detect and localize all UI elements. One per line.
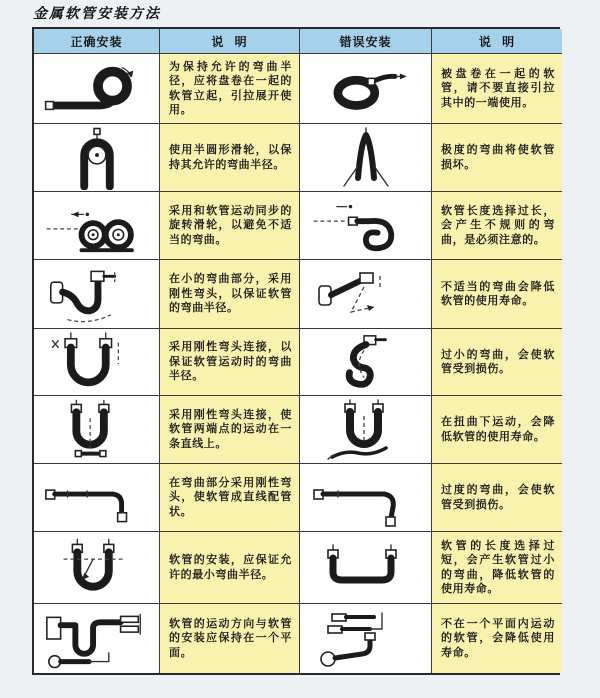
correct-image-cell bbox=[34, 464, 160, 532]
wrong-description: 过小的弯曲，会使软管受到损伤。 bbox=[432, 329, 562, 396]
correct-image-cell bbox=[34, 604, 160, 673]
coiled-hose-end-pulled-icon bbox=[304, 58, 428, 120]
hose-on-synchronized-rotating-pulleys-icon bbox=[38, 195, 156, 257]
wrong-description: 被盘卷在一起的软管，请不要直接引拉其中的一端使用。 bbox=[432, 54, 562, 124]
correct-description: 采用和软管运动同步的旋转滑轮，以避免不适当的弯曲。 bbox=[160, 192, 300, 260]
correct-description: 在小的弯曲部分，采用刚性弯头，以保证软管的弯曲半径。 bbox=[160, 260, 300, 329]
table-header-row bbox=[34, 29, 558, 54]
table-row bbox=[34, 329, 558, 396]
correct-image-cell bbox=[34, 260, 160, 329]
improper-sharp-bend-icon bbox=[304, 262, 428, 326]
hose-extreme-hairpin-bend-icon bbox=[304, 126, 428, 190]
header-wrong-install: 错误安装 bbox=[300, 29, 432, 54]
straight-hose-with-rigid-elbow-icon bbox=[38, 466, 156, 530]
correct-description: 采用刚性弯头连接，以保证软管运动时的弯曲半径。 bbox=[160, 329, 300, 396]
hose-too-long-irregular-loop-icon bbox=[304, 195, 428, 257]
header-correct-install: 正确安装 bbox=[34, 29, 160, 54]
table-row bbox=[34, 396, 558, 464]
u-hose-twisted-movement-icon bbox=[304, 398, 428, 462]
page-title: 金属软管安装方法 bbox=[33, 6, 161, 22]
wrong-description: 软管长度选择过长，会产生不规则的弯曲，是必须注意的。 bbox=[432, 192, 562, 260]
wrong-description: 过度的弯曲，会使软管受到损伤。 bbox=[432, 464, 562, 532]
table-row bbox=[34, 124, 558, 192]
correct-description: 使用半圆形滑轮，以保持其允许的弯曲半径。 bbox=[160, 124, 300, 192]
correct-description: 在弯曲部分采用刚性弯头，使软管成直线配管状。 bbox=[160, 464, 300, 532]
hose-too-short-sharp-bend-icon bbox=[304, 535, 428, 601]
wrong-image-cell bbox=[300, 192, 432, 260]
table-row bbox=[34, 604, 558, 673]
wrong-image-cell bbox=[300, 464, 432, 532]
hose-movement-in-one-plane-icon bbox=[38, 607, 156, 671]
wrong-image-cell bbox=[300, 260, 432, 329]
wrong-image-cell bbox=[300, 329, 432, 396]
wrong-image-cell bbox=[300, 124, 432, 192]
table-row bbox=[34, 260, 558, 329]
table-row bbox=[34, 54, 558, 124]
hose-bend-too-small-icon bbox=[304, 331, 428, 393]
wrong-image-cell bbox=[300, 396, 432, 464]
header-description-1: 说 明 bbox=[160, 29, 300, 54]
wrong-description: 不适当的弯曲会降低软管的使用寿命。 bbox=[432, 260, 562, 329]
correct-image-cell bbox=[34, 396, 160, 464]
correct-description: 软管的安装，应保证允许的最小弯曲半径。 bbox=[160, 532, 300, 604]
wrong-description: 极度的弯曲将使软管损坏。 bbox=[432, 124, 562, 192]
wrong-description: 在扭曲下运动，会降低软管的使用寿命。 bbox=[432, 396, 562, 464]
correct-image-cell bbox=[34, 192, 160, 260]
correct-description: 为保持允许的弯曲半径，应将盘卷在一起的软管立起，引拉展开使用。 bbox=[160, 54, 300, 124]
rigid-elbow-at-small-bend-icon bbox=[38, 262, 156, 326]
coiled-hose-upright-unrolling-icon bbox=[38, 58, 156, 120]
wrong-description: 不在一个平面内运动的软管，会降低使用寿命。 bbox=[432, 604, 562, 673]
correct-image-cell bbox=[34, 532, 160, 604]
header-description-2: 说 明 bbox=[432, 29, 562, 54]
correct-description: 采用刚性弯头连接，使软管两端点的运动在一条直线上。 bbox=[160, 396, 300, 464]
u-hose-minimum-bend-radius-icon bbox=[38, 535, 156, 601]
table-row bbox=[34, 532, 558, 604]
correct-description: 软管的运动方向与软管的安装应保持在一个平面。 bbox=[160, 604, 300, 673]
hose-over-semicircular-pulley-icon bbox=[38, 126, 156, 190]
straight-hose-overbent-end-icon bbox=[304, 466, 428, 530]
correct-image-cell bbox=[34, 329, 160, 396]
wrong-image-cell bbox=[300, 54, 432, 124]
u-hose-endpoints-on-straight-line-icon bbox=[38, 398, 156, 462]
wrong-description: 软管的长度选择过短，会产生软管过小的弯曲，降低软管的使用寿命。 bbox=[432, 532, 562, 604]
table-row bbox=[34, 192, 558, 260]
correct-image-cell bbox=[34, 54, 160, 124]
correct-image-cell bbox=[34, 124, 160, 192]
wrong-image-cell bbox=[300, 532, 432, 604]
installation-table bbox=[32, 27, 560, 675]
u-hose-with-rigid-elbow-connections-icon bbox=[38, 331, 156, 393]
table-row bbox=[34, 464, 558, 532]
wrong-image-cell bbox=[300, 604, 432, 673]
hose-movement-out-of-plane-icon bbox=[304, 607, 428, 671]
